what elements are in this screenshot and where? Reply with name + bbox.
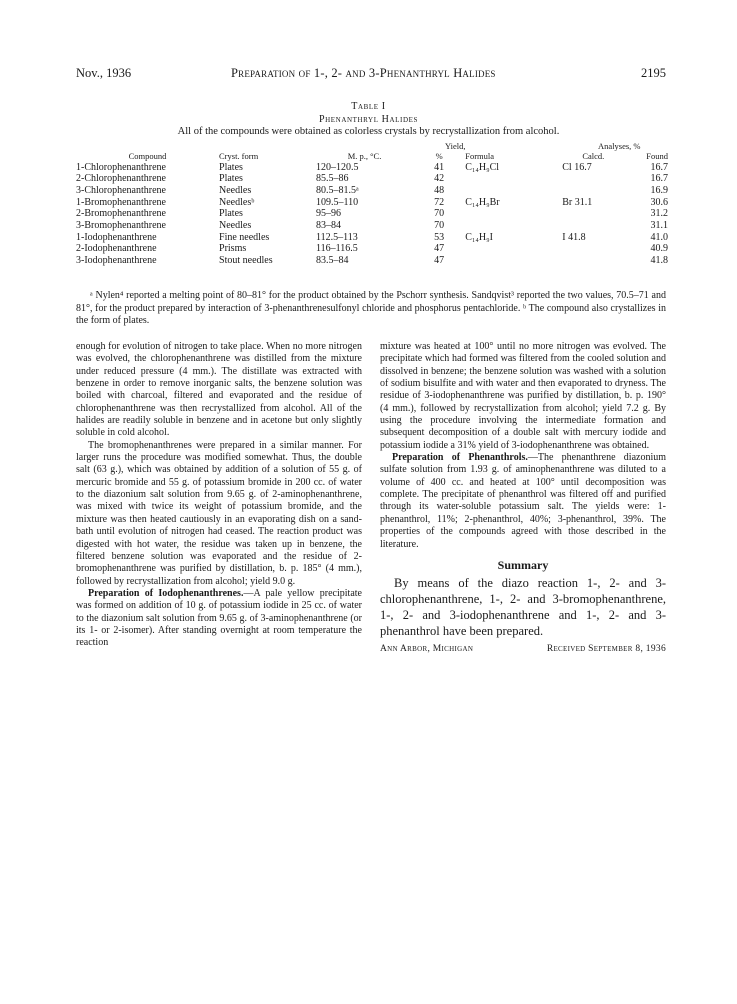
cell-yield: 48 (434, 184, 445, 196)
cell-calcd (562, 255, 624, 267)
left-paragraph-2: The bromophenanthrenes were prepared in a similar manner. For larger runs the procedure was modified somewhat. Thus, the double salt (63 g.), which was obtained by addition of a solution of 55 g. of mercuric bromide and 55 g. of potassium bromide in 200 cc. of water to the diazonium salt solution from 9.65 g. of 2-aminophenanthrene, was mixed with twice its weight of potassium bromide, and the mixture was then heated cautiously in an evaporating dish on a sand-bath until evolution of nitrogen had ceased. The reaction product was digested with hot water, the residue was taken up in benzene, the filtered benzene solution was evaporated and the residue of 2-bromophenanthrene was purified by distillation, b. p. 185° (4 mm.), followed by recrystallization from alcohol; yield 9.0 g. (76, 439, 362, 587)
col-compound: Compound (128, 151, 167, 161)
iodo-section-text: —A pale yellow precipitate was formed on addition of 10 g. of potassium iodide in 25 cc. of water to the diazonium salt solution from 9.65 g. of 3-aminophenanthrene (or its 1- or 2-isomer). After standing overnight at room temperature the reaction (76, 587, 362, 649)
left-paragraph-1: enough for evolution of nitrogen to take place. When no more nitrogen was evolved, the chlorophenanthrene was distilled from the mixture under reduced pressure (4 mm.). The distillate was extracted with benzene in order to remove inorganic salts, the benzene solution was boiled with charcoal, filtered and evaporated and the residue of chlorophenanthrene was then recrystallized from alcohol. All of the halides are readily soluble in benzene and in acetone but only slightly soluble in cold alcohol. (76, 341, 362, 439)
received-date: Received September 8, 1936 (546, 644, 666, 655)
table-caption: All of the compounds were obtained as colorless crystals by recrystallization from alcohol. (177, 126, 560, 137)
iodo-section-heading: Preparation of Iodophenanthrenes. (88, 587, 244, 599)
right-paragraph-1: mixture was heated at 100° until no more nitrogen was evolved. The precipitate which had formed was filtered from the cooled solution and dissolved in benzene; the benzene solution was washed with a solution of sodium bisulfite and with water and then evaporated to dryness. The residue of 3-iodophenanthrene was purified by distillation, b. p. 190° (4 mm.), followed by recrystallization from alcohol; yield 7.2 g. By using the procedure involving the intermediate formation and subsequent decomposition of a double salt with mercury iodide and potassium iodide a 31% yield of 3-iodophenanthrene was obtained. (380, 341, 666, 451)
cell-compound: 1-Bromophenanthrene (76, 196, 166, 208)
cell-compound: 3-Chlorophenanthrene (76, 184, 166, 196)
table-row (76, 173, 668, 185)
cell-compound: 2-Chlorophenanthrene (76, 173, 166, 185)
cell-yield: 70 (434, 208, 445, 220)
table-row (76, 243, 668, 255)
table-row (76, 197, 668, 209)
halides-table (76, 152, 668, 267)
cell-form: Needlesᵇ (219, 196, 255, 208)
cell-compound: 3-Bromophenanthrene (76, 220, 166, 232)
cell-calcd (562, 173, 624, 185)
right-paragraph-2 (380, 452, 666, 551)
cell-found: 41.0 (650, 231, 668, 243)
cell-mp: 120–120.5 (316, 161, 359, 173)
cell-form: Fine needles (219, 231, 270, 243)
phenanthrol-section-text: —The phenanthrene diazonium sulfate solution from 1.93 g. of aminophenanthrene was diluted to a volume of 400 cc. and heated at 100° until decomposition was complete. The precipitate of phenanthrol was filtered off and purified through its water-soluble potassium salt. The yields were: 1-phenanthrol, 11%; 2-phenanthrol, 40%; 3-phenanthrol, 39%. The properties of the compounds agreed with those described in the literature. (380, 452, 667, 550)
cell-found: 16.9 (650, 184, 668, 196)
table-row (76, 162, 668, 174)
col-yield: % (435, 151, 443, 161)
cell-form: Needles (219, 184, 252, 196)
cell-calcd (562, 220, 624, 232)
cell-mp: 80.5–81.5ᵃ (316, 184, 359, 196)
col-calcd: Calcd. (582, 151, 605, 161)
cell-found: 41.8 (650, 255, 668, 267)
table-row (76, 255, 668, 267)
cell-found: 30.6 (650, 196, 668, 208)
cell-found: 31.1 (650, 220, 668, 232)
cell-calcd: Br 31.1 (562, 196, 593, 208)
cell-found: 31.2 (650, 208, 668, 220)
cell-formula (465, 243, 562, 255)
cell-calcd (562, 208, 624, 220)
cell-mp: 85.5–86 (316, 173, 349, 185)
cell-found: 16.7 (650, 173, 668, 185)
cell-mp: 109.5–110 (316, 196, 359, 208)
table-row (76, 208, 668, 220)
phenanthrol-section-heading: Preparation of Phenanthrols. (392, 452, 528, 464)
cell-formula: C₁₄H₉I (465, 231, 493, 243)
cell-form: Plates (219, 208, 243, 220)
table-row (76, 232, 668, 244)
cell-compound: 2-Iodophenanthrene (76, 243, 157, 255)
cell-yield: 70 (434, 220, 445, 232)
cell-form: Prisms (219, 243, 247, 255)
cell-yield: 41 (434, 161, 445, 173)
cell-compound: 1-Chlorophenanthrene (76, 161, 166, 173)
analyses-label: Analyses, % (598, 141, 641, 151)
col-form: Cryst. form (219, 151, 259, 161)
col-formula: Formula (465, 151, 495, 161)
cell-formula (465, 220, 562, 232)
cell-calcd (562, 185, 624, 197)
header-date: Nov., 1936 (76, 66, 132, 80)
table-header-row (76, 152, 668, 162)
cell-formula: C₁₄H₉Br (465, 196, 500, 208)
table-subtitle: Phenanthryl Halides (318, 114, 418, 125)
cell-formula (465, 208, 562, 220)
header-title: Preparation of 1-, 2- and 3-Phenanthryl Halides (231, 66, 496, 80)
cell-yield: 42 (434, 173, 445, 185)
cell-formula: C₁₄H₉Cl (465, 161, 500, 173)
cell-compound: 1-Iodophenanthrene (76, 231, 157, 243)
cell-form: Needles (219, 220, 252, 232)
cell-form: Plates (219, 161, 243, 173)
cell-mp: 112.5–113 (316, 231, 358, 243)
cell-formula (465, 185, 562, 197)
left-paragraph-3 (76, 588, 362, 650)
cell-mp: 95–96 (316, 208, 342, 220)
page-header (76, 66, 666, 82)
cell-calcd: I 41.8 (562, 231, 586, 243)
location: Ann Arbor, Michigan (380, 644, 474, 655)
cell-found: 40.9 (650, 243, 668, 255)
table-row (76, 220, 668, 232)
cell-yield: 72 (434, 196, 445, 208)
cell-yield: 47 (434, 255, 445, 267)
cell-calcd: Cl 16.7 (562, 161, 592, 173)
col-mp: M. p., °C. (347, 151, 382, 161)
cell-calcd (562, 243, 624, 255)
col-found: Found (646, 151, 668, 161)
cell-mp: 83.5–84 (316, 255, 349, 267)
cell-form: Stout needles (219, 255, 273, 267)
table-footnote: ᵃ Nylen⁴ reported a melting point of 80–81° for the product obtained by the Pschorr synthesis. Sandqvist³ reported the two values, 70.5–71 and 81°, for the product prepared by interaction of 3-phenanthrenesulfonyl chloride and phosphorus pentachloride. ᵇ The compound also crystallizes in the form of plates. (76, 290, 666, 326)
cell-formula (465, 173, 562, 185)
table-title: Table I (351, 101, 386, 112)
page-number: 2195 (641, 66, 666, 80)
cell-compound: 3-Iodophenanthrene (76, 255, 157, 267)
cell-formula (465, 255, 562, 267)
cell-yield: 47 (434, 243, 445, 255)
cell-mp: 116–116.5 (316, 243, 358, 255)
cell-found: 16.7 (650, 161, 668, 173)
left-column (76, 341, 362, 650)
yield-header-top: Yield, (445, 141, 466, 151)
cell-yield: 53 (434, 231, 445, 243)
cell-form: Plates (219, 173, 243, 185)
right-column (380, 341, 666, 656)
cell-compound: 2-Bromophenanthrene (76, 208, 166, 220)
summary-heading: Summary (497, 557, 549, 572)
table-row (76, 185, 668, 197)
summary-text: By means of the diazo reaction 1-, 2- and 3-chlorophenanthrene, 1-, 2- and 3-bromophenanthrene, 1-, 2- and 3-iodophenanthrene and 1-, 2- and 3-phenanthrol have been prepared. (380, 576, 666, 639)
signature-line (380, 643, 666, 655)
cell-mp: 83–84 (316, 220, 342, 232)
